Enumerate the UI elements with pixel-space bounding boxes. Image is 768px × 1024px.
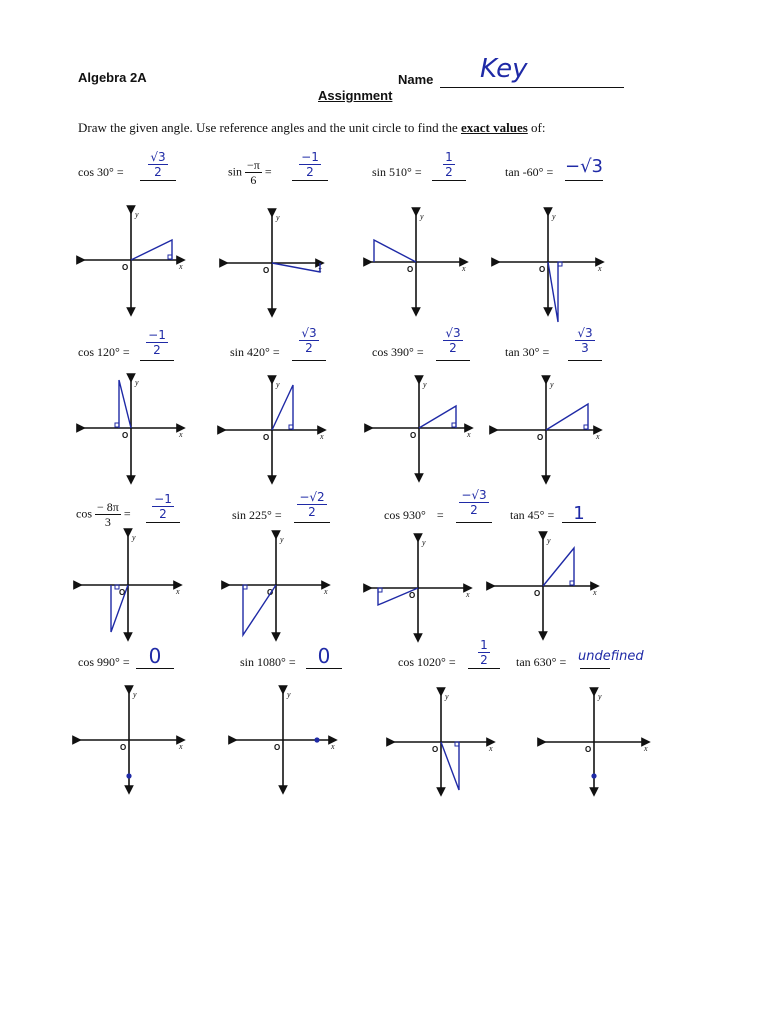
y-axis-label: y bbox=[132, 533, 136, 542]
y-axis-label: y bbox=[422, 538, 426, 547]
problem-4-answer: −√3 bbox=[564, 156, 603, 177]
x-axis-label: x bbox=[324, 587, 328, 596]
problem-eq: = bbox=[272, 345, 280, 359]
x-axis-label: x bbox=[331, 742, 335, 751]
reference-triangle bbox=[374, 240, 416, 262]
y-axis-label: y bbox=[420, 212, 424, 221]
origin-label: O bbox=[122, 263, 129, 272]
answer-num: √3 bbox=[301, 326, 317, 340]
reference-triangle bbox=[119, 380, 131, 428]
x-axis-label: x bbox=[467, 430, 471, 439]
x-axis-label: x bbox=[596, 432, 600, 441]
name-label: Name bbox=[398, 72, 434, 87]
problem-eq: = bbox=[448, 655, 456, 669]
origin-label: O bbox=[122, 431, 129, 440]
y-axis-label: y bbox=[552, 212, 556, 221]
problem-eq: = bbox=[122, 655, 130, 669]
problem-fn: sin bbox=[230, 345, 245, 359]
answer-num: √3 bbox=[445, 326, 461, 340]
problem-14-answer: 0 bbox=[317, 644, 331, 668]
problem-arg: 30° bbox=[522, 345, 540, 359]
x-axis-label: x bbox=[179, 262, 183, 271]
x-axis-label: x bbox=[598, 264, 602, 273]
answer-den: 2 bbox=[153, 343, 161, 357]
answer-num: √3 bbox=[150, 150, 166, 164]
reference-triangle bbox=[131, 240, 172, 260]
y-axis-label: y bbox=[598, 692, 602, 701]
problem-arg: 30° bbox=[97, 165, 114, 179]
reference-triangle bbox=[243, 585, 276, 635]
problem-16-answer: undefined bbox=[578, 649, 644, 664]
reference-triangle bbox=[546, 404, 588, 430]
answer-num: −1 bbox=[154, 492, 172, 506]
origin-label: O bbox=[263, 433, 270, 442]
y-axis-label: y bbox=[280, 535, 284, 544]
x-axis-label: x bbox=[176, 587, 180, 596]
answer-num: −√2 bbox=[299, 490, 325, 504]
problem-fn: cos bbox=[78, 655, 94, 669]
x-axis-label: x bbox=[593, 588, 597, 597]
answer-den: 2 bbox=[159, 507, 167, 521]
reference-triangle bbox=[543, 548, 574, 586]
problem-arg: 225° bbox=[249, 508, 272, 522]
problem-fn: cos bbox=[372, 345, 388, 359]
terminal-point bbox=[591, 773, 596, 778]
problem-fn: sin bbox=[232, 508, 247, 522]
problem-arg: 1020° bbox=[417, 655, 446, 669]
reference-triangle bbox=[441, 742, 459, 790]
answer-num: 1 bbox=[480, 638, 488, 652]
problem-fn: sin bbox=[372, 165, 387, 179]
problem-eq: = bbox=[274, 508, 282, 522]
problem-12-answer: 1 bbox=[573, 503, 585, 524]
problem-arg: 390° bbox=[391, 345, 414, 359]
arg-den: 6 bbox=[250, 173, 257, 187]
x-axis-label: x bbox=[179, 430, 183, 439]
answer-num: −√3 bbox=[461, 488, 487, 502]
problem-arg: 630° bbox=[533, 655, 557, 669]
problem-fn: cos bbox=[78, 165, 94, 179]
problem-eq: = bbox=[542, 345, 550, 359]
x-axis-label: x bbox=[462, 264, 466, 273]
problem-fn: tan bbox=[505, 345, 520, 359]
reference-triangle bbox=[419, 406, 456, 428]
answer-num: √3 bbox=[577, 326, 593, 340]
answer-den: 2 bbox=[306, 165, 314, 179]
answer-den: 2 bbox=[305, 341, 313, 355]
origin-label: O bbox=[585, 745, 592, 754]
reference-triangle bbox=[272, 263, 320, 272]
problem-arg: 1080° bbox=[257, 655, 286, 669]
course-title: Algebra 2A bbox=[78, 70, 147, 85]
x-axis-label: x bbox=[320, 432, 324, 441]
problem-arg: -60° bbox=[522, 165, 544, 179]
origin-label: O bbox=[267, 588, 274, 597]
answer-num: −1 bbox=[301, 150, 319, 164]
origin-label: O bbox=[119, 588, 126, 597]
instructions-post: of: bbox=[531, 120, 546, 135]
answer-den: 3 bbox=[581, 341, 589, 355]
x-axis-label: x bbox=[318, 265, 322, 274]
origin-label: O bbox=[534, 589, 541, 598]
problem-eq: = bbox=[122, 345, 130, 359]
answer-den: 2 bbox=[445, 165, 453, 179]
origin-label: O bbox=[120, 743, 127, 752]
problem-eq: = bbox=[116, 165, 124, 179]
problem-eq: = bbox=[559, 655, 567, 669]
x-axis-label: x bbox=[489, 744, 493, 753]
y-axis-label: y bbox=[135, 378, 139, 387]
instructions-emphasis: exact values bbox=[460, 120, 528, 135]
problem-eq: = bbox=[546, 165, 554, 179]
problem-arg: 990° bbox=[97, 655, 120, 669]
problem-eq: = bbox=[123, 506, 131, 521]
answer-num: −1 bbox=[148, 328, 166, 342]
origin-label: O bbox=[432, 745, 439, 754]
reference-triangle bbox=[272, 385, 293, 430]
problem-arg: 930° bbox=[403, 508, 426, 522]
x-axis-label: x bbox=[466, 590, 470, 599]
terminal-point bbox=[126, 773, 131, 778]
problem-eq: = bbox=[414, 165, 422, 179]
answer-den: 2 bbox=[308, 505, 316, 519]
origin-label: O bbox=[407, 265, 414, 274]
problem-eq: = bbox=[416, 345, 424, 359]
arg-num: − 8π bbox=[97, 500, 119, 514]
problem-fn: sin bbox=[228, 164, 243, 179]
origin-label: O bbox=[409, 591, 416, 600]
problem-eq: = bbox=[547, 508, 555, 522]
assignment-heading: Assignment bbox=[318, 88, 393, 103]
problem-fn: cos bbox=[76, 506, 92, 521]
problem-arg: 120° bbox=[97, 345, 120, 359]
y-axis-label: y bbox=[133, 690, 137, 699]
answer-den: 2 bbox=[449, 341, 457, 355]
reference-triangle bbox=[548, 262, 558, 322]
problem-eq: = bbox=[436, 508, 444, 522]
problem-fn: sin bbox=[240, 655, 255, 669]
arg-num: −π bbox=[247, 158, 260, 172]
problem-fn: cos bbox=[398, 655, 414, 669]
y-axis-label: y bbox=[135, 210, 139, 219]
origin-label: O bbox=[263, 266, 270, 275]
problem-eq: = bbox=[264, 164, 272, 179]
y-axis-label: y bbox=[276, 380, 280, 389]
y-axis-label: y bbox=[445, 692, 449, 701]
y-axis-label: y bbox=[550, 380, 554, 389]
x-axis-label: x bbox=[179, 742, 183, 751]
problem-fn: tan bbox=[510, 508, 525, 522]
problem-fn: cos bbox=[384, 508, 400, 522]
origin-label: O bbox=[537, 433, 544, 442]
answer-den: 2 bbox=[480, 653, 488, 667]
answer-den: 2 bbox=[470, 503, 478, 517]
problem-arg: 420° bbox=[247, 345, 270, 359]
problem-eq: = bbox=[288, 655, 296, 669]
name-value: Key bbox=[480, 54, 528, 84]
origin-label: O bbox=[410, 431, 417, 440]
problem-arg: 45° bbox=[527, 508, 545, 522]
answer-num: 1 bbox=[445, 150, 453, 164]
problem-fn: cos bbox=[78, 345, 94, 359]
y-axis-label: y bbox=[276, 213, 280, 222]
instructions-pre: Draw the given angle. Use reference angles and the unit circle to find the bbox=[78, 120, 458, 135]
origin-label: O bbox=[274, 743, 281, 752]
problem-13-answer: 0 bbox=[148, 644, 162, 668]
problem-fn: tan bbox=[505, 165, 520, 179]
x-axis-label: x bbox=[644, 744, 648, 753]
answer-den: 2 bbox=[154, 165, 162, 179]
terminal-point bbox=[314, 737, 319, 742]
problem-fn: tan bbox=[516, 655, 531, 669]
y-axis-label: y bbox=[287, 690, 291, 699]
y-axis-label: y bbox=[423, 380, 427, 389]
problem-arg: 510° bbox=[389, 165, 412, 179]
origin-label: O bbox=[539, 265, 546, 274]
arg-den: 3 bbox=[104, 515, 111, 529]
y-axis-label: y bbox=[547, 536, 551, 545]
